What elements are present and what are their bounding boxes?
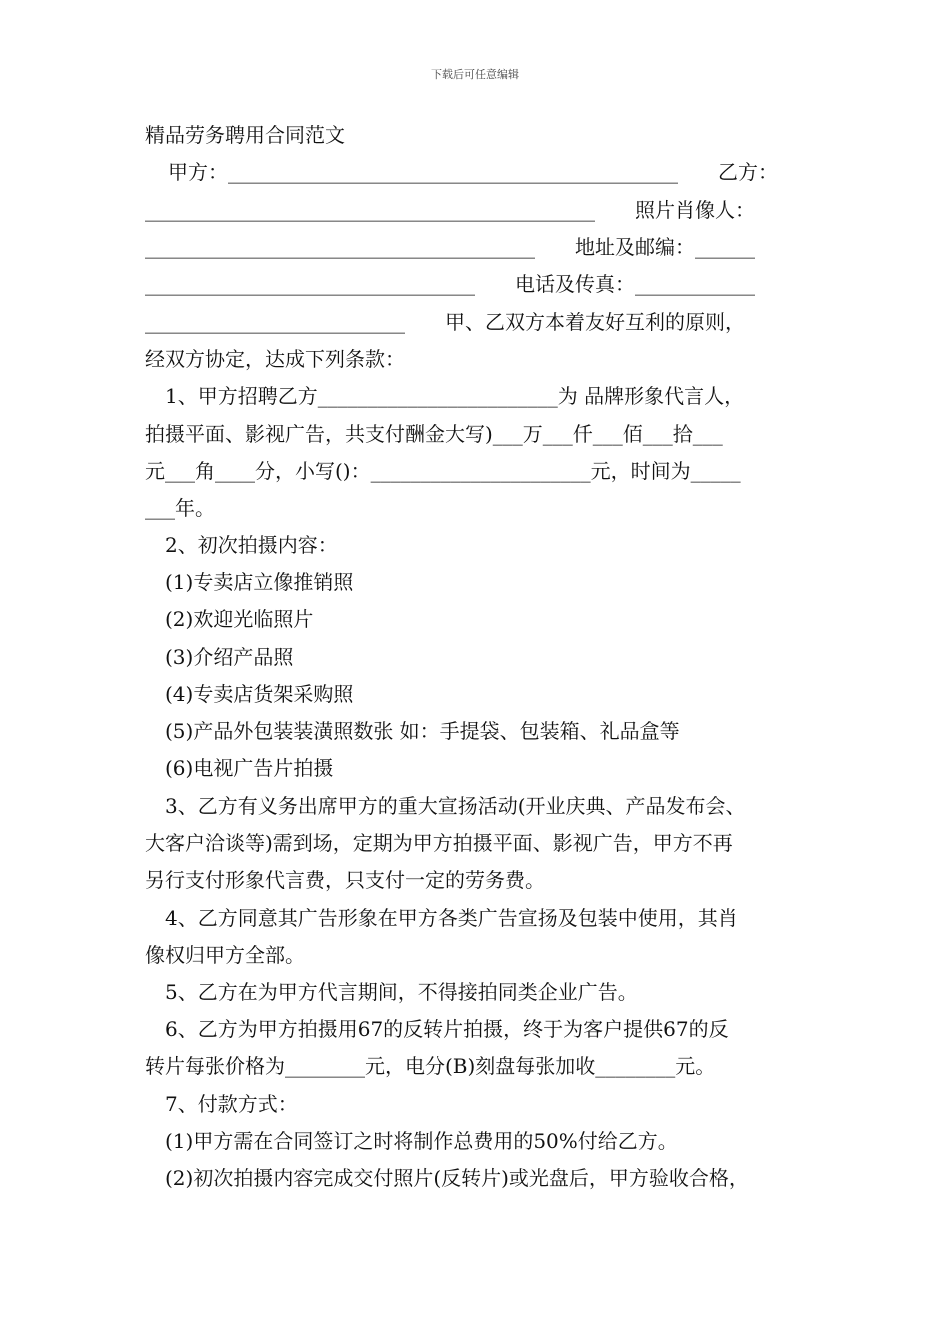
address-line: _______________________________________ 地址及邮编：______ [145, 235, 755, 259]
clause-4-line-2: 像权归甲方全部。 [145, 943, 305, 967]
clause-2-item-2: (2)欢迎光临照片 [165, 607, 314, 631]
clause-1-line-3: 元___角____分，小写()：______________________元，时间为_____ [145, 459, 741, 483]
clause-2-heading: 2、初次拍摄内容： [165, 533, 338, 557]
clause-7-heading: 7、付款方式： [165, 1092, 298, 1116]
party-b-line: _____________________________________________ 照片肖像人： [145, 198, 755, 222]
clause-2-item-1: (1)专卖店立像推销照 [165, 570, 354, 594]
clause-1-line-2: 拍摄平面、影视广告，共支付酬金大写)___万___仟___佰___拾___ [145, 422, 723, 446]
clause-7-item-2: (2)初次拍摄内容完成交付照片(反转片)或光盘后，甲方验收合格， [165, 1166, 749, 1190]
party-a-line: 甲方：_____________________________________________ 乙方： [168, 160, 778, 184]
clause-4-line-1: 4、乙方同意其广告形象在甲方各类广告宣扬及包装中使用，其肖 [165, 906, 738, 930]
document-title: 精品劳务聘用合同范文 [145, 123, 345, 147]
clause-3-line-3: 另行支付形象代言费，只支付一定的劳务费。 [145, 868, 545, 892]
clause-3-line-2: 大客户洽谈等)需到场，定期为甲方拍摄平面、影视广告，甲方不再 [145, 831, 733, 855]
clause-1-line-1: 1、甲方招聘乙方________________________为 品牌形象代言人， [165, 384, 745, 408]
clause-7-item-1: (1)甲方需在合同签订之时将制作总费用的50%付给乙方。 [165, 1129, 678, 1153]
page-header: 下载后可任意编辑 [431, 68, 519, 81]
clause-2-item-4: (4)专卖店货架采购照 [165, 682, 354, 706]
clause-6-line-1: 6、乙方为甲方拍摄用67的反转片拍摄，终于为客户提供67的反 [165, 1017, 729, 1041]
clause-3-line-1: 3、乙方有义务出席甲方的重大宣扬活动(开业庆典、产品发布会、 [165, 794, 746, 818]
clause-6-line-2: 转片每张价格为________元，电分(B)刻盘每张加收________元。 [145, 1054, 716, 1078]
clause-2-item-6: (6)电视广告片拍摄 [165, 756, 334, 780]
phone-line: _________________________________ 电话及传真：____________ [145, 272, 755, 296]
clause-1-line-4: ___年。 [145, 496, 215, 520]
intro-line-2: 经双方协定，达成下列条款： [145, 347, 405, 371]
clause-5-line: 5、乙方在为甲方代言期间，不得接拍同类企业广告。 [165, 980, 638, 1004]
clause-2-item-5: (5)产品外包装装潢照数张 如：手提袋、包装箱、礼品盒等 [165, 719, 680, 743]
clause-2-item-3: (3)介绍产品照 [165, 645, 294, 669]
intro-line: __________________________ 甲、乙双方本着友好互利的原则， [145, 310, 745, 334]
